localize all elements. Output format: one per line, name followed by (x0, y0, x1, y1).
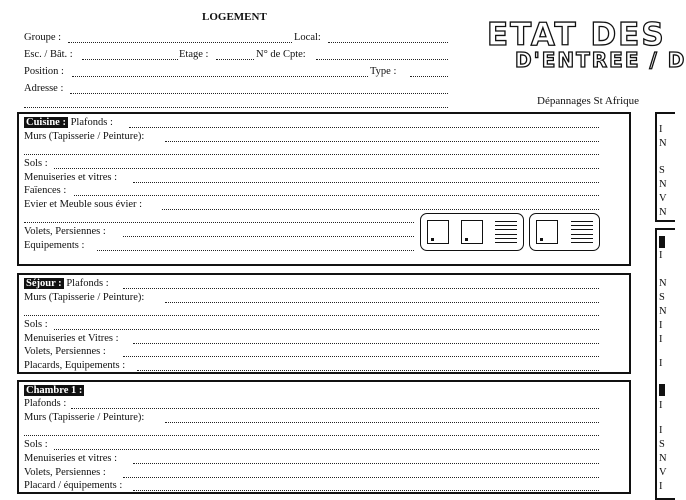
chambre1-line-label: Plafonds : (24, 398, 67, 409)
chambre1-line-label: Volets, Persiennes : (24, 467, 106, 478)
cuisine-evier-field[interactable] (162, 209, 599, 210)
right-fragment: I (659, 425, 663, 436)
sejour-menuiseries-field[interactable] (133, 343, 599, 344)
chambre1-line-label: Menuiseries et vitres : (24, 453, 118, 464)
cuisine-section (17, 112, 631, 266)
no-cpte-label: N° de Cpte: (256, 49, 306, 60)
cuisine-line-label: Menuiseries et vitres : (24, 172, 118, 183)
sejour-murs-field[interactable] (165, 302, 599, 303)
cuisine-line-label: Murs (Tapisserie / Peinture): (24, 131, 145, 142)
window-diagram-double (420, 213, 524, 251)
local-label: Local: (294, 32, 321, 43)
sejour-line-label: Placards, Equipements : (24, 360, 126, 371)
right-fragment: I (659, 400, 663, 411)
sejour-line-label: Plafonds : (66, 278, 109, 289)
cuisine-line-label: Evier et Meuble sous évier : (24, 199, 143, 210)
sejour-heading: Séjour : (26, 278, 62, 289)
local-field[interactable] (328, 42, 448, 43)
cuisine-line-label: Volets, Persiennes : (24, 226, 106, 237)
chambre1-line-label: Placard / équipements : (24, 480, 123, 491)
esc-bat-label: Esc. / Bât. : (24, 49, 73, 60)
type-label: Type : (370, 66, 397, 77)
sejour-line-label: Sols : (24, 319, 48, 330)
chambre1-murs-field-2[interactable] (24, 435, 599, 436)
right-fragment: I (659, 358, 663, 369)
right-fragment: N (659, 179, 667, 190)
right-heading-mark (659, 384, 665, 396)
cuisine-plafonds-field[interactable] (129, 127, 599, 128)
sejour-murs-field-2[interactable] (24, 315, 599, 316)
right-fragment: I (659, 124, 663, 135)
sejour-section (17, 273, 631, 374)
chambre1-heading: Chambre 1 : (26, 385, 83, 396)
right-fragment: N (659, 207, 667, 218)
cuisine-murs-field[interactable] (165, 141, 599, 142)
adresse-label: Adresse : (24, 83, 64, 94)
chambre1-section (17, 380, 631, 494)
groupe-label: Groupe : (24, 32, 62, 43)
form-title: LOGEMENT (202, 11, 267, 23)
chambre1-heading-row (24, 384, 84, 397)
chambre1-murs-field[interactable] (165, 422, 599, 423)
window-pane-icon (536, 220, 558, 244)
adresse-field-line2[interactable] (24, 107, 448, 108)
shutter-icon (571, 220, 593, 244)
position-label: Position : (24, 66, 64, 77)
right-heading-mark (659, 236, 665, 248)
sejour-sols-field[interactable] (54, 329, 599, 330)
sejour-line-label: Murs (Tapisserie / Peinture): (24, 292, 145, 303)
sejour-volets-field[interactable] (123, 356, 599, 357)
banner-line1: ETAT DES (487, 17, 666, 53)
right-fragment: S (659, 292, 665, 303)
cuisine-murs-field-2[interactable] (24, 154, 599, 155)
right-fragment: V (659, 193, 667, 204)
chambre1-menuiseries-field[interactable] (133, 463, 599, 464)
window-pane-icon (461, 220, 483, 244)
shutter-icon (495, 220, 517, 244)
right-fragment: I (659, 250, 663, 261)
sejour-line-label: Menuiseries et Vitres : (24, 333, 119, 344)
position-field[interactable] (72, 76, 368, 77)
chambre1-line-label: Sols : (24, 439, 48, 450)
right-fragment: I (659, 320, 663, 331)
cuisine-evier-field-2[interactable] (24, 222, 414, 223)
cuisine-sols-field[interactable] (54, 168, 599, 169)
window-pane-icon (427, 220, 449, 244)
no-cpte-field[interactable] (316, 59, 448, 60)
sejour-plafonds-field[interactable] (123, 288, 599, 289)
chambre1-volets-field[interactable] (123, 477, 599, 478)
cuisine-line-label: Plafonds : (70, 117, 113, 128)
cuisine-line-label: Sols : (24, 158, 48, 169)
chambre1-line-label: Murs (Tapisserie / Peinture): (24, 412, 145, 423)
sejour-placards-field[interactable] (137, 370, 599, 371)
cuisine-equipements-field[interactable] (97, 250, 414, 251)
groupe-field[interactable] (68, 42, 292, 43)
company-name: Dépannages St Afrique (537, 95, 640, 107)
cuisine-volets-field[interactable] (123, 236, 414, 237)
right-fragment: I (659, 481, 663, 492)
cuisine-line-label: Equipements : (24, 240, 85, 251)
chambre1-plafonds-field[interactable] (71, 408, 599, 409)
sejour-plafonds-row (24, 277, 109, 290)
banner-line2: D'ENTREE / D (515, 48, 686, 72)
cuisine-plafonds-row (24, 116, 113, 129)
etage-field[interactable] (216, 59, 254, 60)
right-section-1 (655, 112, 675, 222)
cuisine-line-label: Faïences : (24, 185, 67, 196)
chambre1-sols-field[interactable] (54, 449, 599, 450)
right-fragment: S (659, 439, 665, 450)
cuisine-faiences-field[interactable] (74, 195, 599, 196)
sejour-line-label: Volets, Persiennes : (24, 346, 106, 357)
right-fragment: V (659, 467, 667, 478)
right-fragment: N (659, 306, 667, 317)
etage-label: Etage : (179, 49, 209, 60)
window-diagram-single (529, 213, 600, 251)
esc-bat-field[interactable] (82, 59, 178, 60)
cuisine-menuiseries-field[interactable] (133, 182, 599, 183)
right-fragment: N (659, 138, 667, 149)
type-field[interactable] (410, 76, 448, 77)
right-fragment: I (659, 334, 663, 345)
right-fragment: N (659, 278, 667, 289)
adresse-field[interactable] (70, 93, 448, 94)
cuisine-heading: Cuisine : (26, 117, 66, 128)
right-fragment: S (659, 165, 665, 176)
right-fragment: N (659, 453, 667, 464)
chambre1-placard-field[interactable] (133, 490, 599, 491)
